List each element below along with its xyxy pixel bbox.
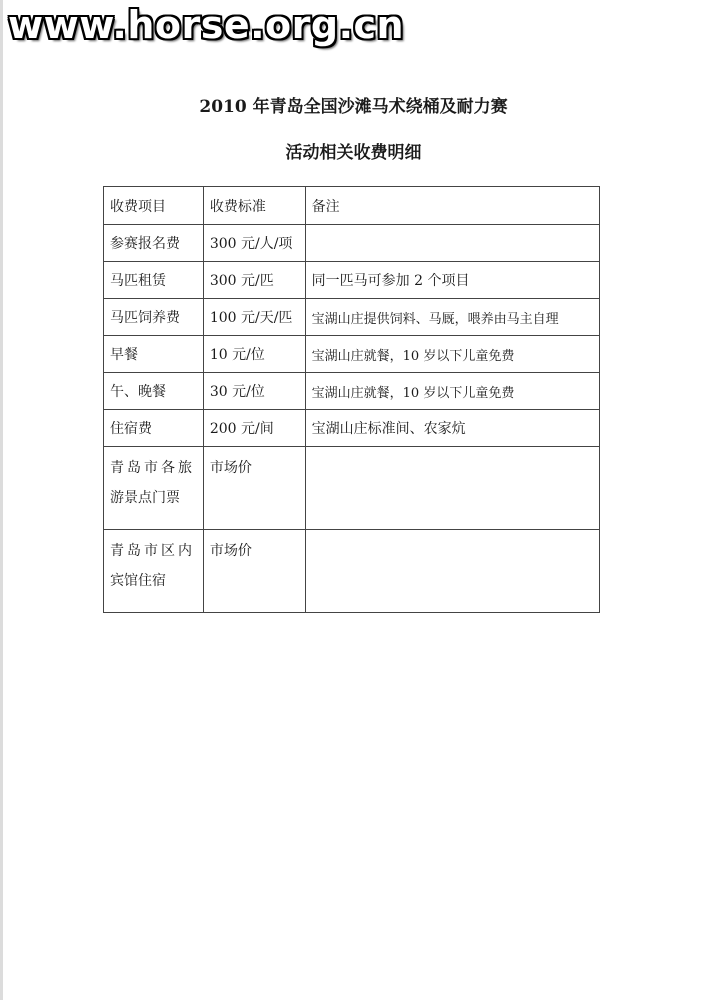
- header-item: 收费项目: [104, 187, 204, 225]
- cell-standard: 300 元/人/项: [203, 225, 305, 262]
- cell-item: 参赛报名费: [104, 225, 204, 262]
- cell-standard: 市场价: [203, 447, 305, 530]
- cell-note: [305, 225, 599, 262]
- cell-item: 住宿费: [104, 410, 204, 447]
- cell-item-line: 青岛市各旅: [110, 460, 195, 476]
- cell-note: [305, 447, 599, 530]
- cell-standard: 10 元/位: [203, 336, 305, 373]
- cell-item: [104, 530, 204, 613]
- fee-table: [103, 186, 600, 613]
- cell-note: [305, 530, 599, 613]
- table-row: [104, 336, 600, 373]
- cell-note: 宝湖山庄就餐，10 岁以下儿童免费: [305, 336, 599, 373]
- table-header-row: [104, 187, 600, 225]
- header-standard: 收费标准: [203, 187, 305, 225]
- cell-item: 午、晚餐: [104, 373, 204, 410]
- table-row: [104, 262, 600, 299]
- cell-item-line: 游景点门票: [110, 490, 180, 506]
- header-note: 备注: [305, 187, 599, 225]
- cell-standard: 300 元/匹: [203, 262, 305, 299]
- table-row: [104, 373, 600, 410]
- document-title: 2010 年青岛全国沙滩马术绕桶及耐力赛: [199, 97, 508, 117]
- table-row: [104, 299, 600, 336]
- document-subtitle: 活动相关收费明细: [285, 143, 422, 163]
- table-row: [104, 530, 600, 613]
- cell-note: 宝湖山庄标准间、农家炕: [305, 410, 599, 447]
- cell-item-line: 宾馆住宿: [110, 573, 166, 589]
- cell-standard: 市场价: [203, 530, 305, 613]
- cell-item: 马匹饲养费: [104, 299, 204, 336]
- table-row: [104, 447, 600, 530]
- cell-note: 同一匹马可参加 2 个项目: [305, 262, 599, 299]
- cell-item-line: 青岛市区内: [110, 543, 195, 559]
- table-row: [104, 225, 600, 262]
- cell-item: 马匹租赁: [104, 262, 204, 299]
- site-watermark: www.horse.org.cn: [8, 3, 405, 47]
- cell-standard: 200 元/间: [203, 410, 305, 447]
- cell-note: 宝湖山庄就餐，10 岁以下儿童免费: [305, 373, 599, 410]
- table-row: [104, 410, 600, 447]
- cell-item: 早餐: [104, 336, 204, 373]
- cell-standard: 100 元/天/匹: [203, 299, 305, 336]
- cell-note: 宝湖山庄提供饲料、马厩，喂养由马主自理: [305, 299, 599, 336]
- cell-standard: 30 元/位: [203, 373, 305, 410]
- cell-item: [104, 447, 204, 530]
